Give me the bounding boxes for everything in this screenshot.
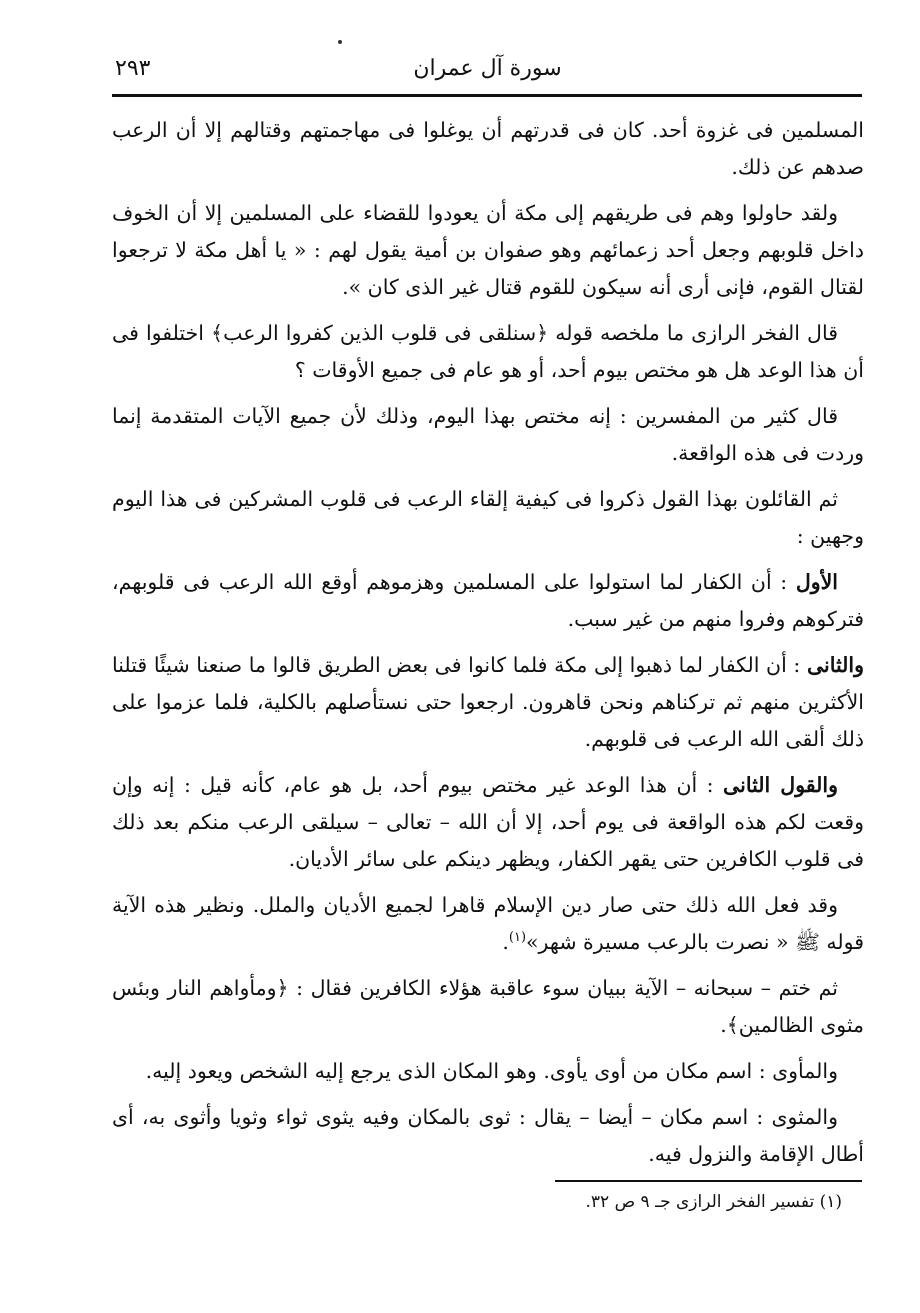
footnote-rule	[555, 1180, 862, 1182]
paragraph	[112, 1099, 864, 1173]
page-number: ٢٩٣	[115, 56, 151, 81]
paragraph-lead: والقول الثانى	[723, 773, 838, 797]
footnote-reference: (١)	[508, 930, 527, 946]
paragraph	[112, 887, 864, 961]
paragraph-text: : أن الكفار لما ذهبوا إلى مكة فلما كانوا فى بعض الطريق قالوا ما صنعنا شيئًا قتلنا الأكثرين منهم ثم تركناهم ونحن قاهرون. ارجعوا حتى نستأصلهم بالكلية، فلما عزموا على ذلك ألقى الله الرعب فى قلوبهم.	[112, 653, 864, 751]
paragraph	[112, 970, 864, 1044]
paragraph	[112, 315, 864, 389]
paragraph-text: والمثوى : اسم مكان – أيضا – يقال : ثوى بالمكان وفيه يثوى ثواء وثويا وأثوى به، أى أطال الإقامة والنزول فيه.	[112, 1105, 864, 1166]
paragraph	[112, 647, 864, 758]
paragraph	[112, 564, 864, 638]
paragraph-text: ثم القائلون بهذا القول ذكروا فى كيفية إلقاء الرعب فى قلوب المشركين فى هذا اليوم وجهين :	[112, 487, 864, 548]
paragraph-text: وقد فعل الله ذلك حتى صار دين الإسلام قاهرا لجميع الأديان والملل. ونظير هذه الآية قوله ﷺ « نصرت بالرعب مسيرة شهر»	[112, 893, 864, 954]
paragraph-text: قال كثير من المفسرين : إنه مختص بهذا اليوم، وذلك لأن جميع الآيات المتقدمة إنما وردت فى هذه الواقعة.	[112, 404, 864, 465]
paragraph-lead: الأول	[795, 570, 838, 594]
footnote: (١) تفسير الفخر الرازى جـ ٩ ص ٣٢.	[585, 1192, 842, 1212]
running-title: سورة آل عمران	[413, 56, 562, 81]
paragraph	[112, 767, 864, 878]
paragraph	[112, 481, 864, 555]
paragraph	[112, 112, 864, 186]
body-text	[112, 112, 864, 1182]
paragraph	[112, 1053, 864, 1090]
paragraph-text: ولقد حاولوا وهم فى طريقهم إلى مكة أن يعودوا للقضاء على المسلمين إلا أن الخوف داخل قلوبهم وجعل أحد زعمائهم وهو صفوان بن أمية يقول لهم : « يا أهل مكة لا ترجعوا لقتال القوم، فإنى أرى أنه سيكون للقوم قتال غير الذى كان ».	[112, 201, 864, 299]
paragraph-text: قال الفخر الرازى ما ملخصه قوله ﴿سنلقى فى قلوب الذين كفروا الرعب﴾ اختلفوا فى أن هذا الوعد هل هو مختص بيوم أحد، أو هو عام فى جميع الأوقات ؟	[112, 321, 864, 382]
paragraph-text: المسلمين فى غزوة أحد. كان فى قدرتهم أن يوغلوا فى مهاجمتهم وقتالهم إلا أن الرعب صدهم عن ذلك.	[112, 118, 864, 179]
paragraph-text: والمأوى : اسم مكان من أوى يأوى. وهو المكان الذى يرجع إليه الشخص ويعود إليه.	[145, 1059, 838, 1083]
ink-speck	[338, 40, 342, 44]
page-header	[115, 50, 860, 90]
header-rule	[112, 94, 862, 97]
paragraph-text: ثم ختم – سبحانه – الآية ببيان سوء عاقبة هؤلاء الكافرين فقال : ﴿ومأواهم النار وبئس مثوى الظالمين﴾.	[112, 976, 864, 1037]
paragraph-lead: والثانى	[806, 653, 865, 677]
paragraph	[112, 195, 864, 306]
paragraph	[112, 398, 864, 472]
paragraph-text: : أن الكفار لما استولوا على المسلمين وهزموهم أوقع الله الرعب فى قلوبهم، فتركوهم وفروا منهم من غير سبب.	[112, 570, 864, 631]
paragraph-tail: .	[502, 930, 509, 954]
paragraph-text: : أن هذا الوعد غير مختص بيوم أحد، بل هو عام، كأنه قيل : إنه وإن وقعت لكم هذه الواقعة فى يوم أحد، إلا أن الله – تعالى – سيلقى الرعب منكم بعد ذلك فى قلوب الكافرين حتى يقهر الكفار، ويظهر دينكم على سائر الأديان.	[112, 773, 864, 871]
